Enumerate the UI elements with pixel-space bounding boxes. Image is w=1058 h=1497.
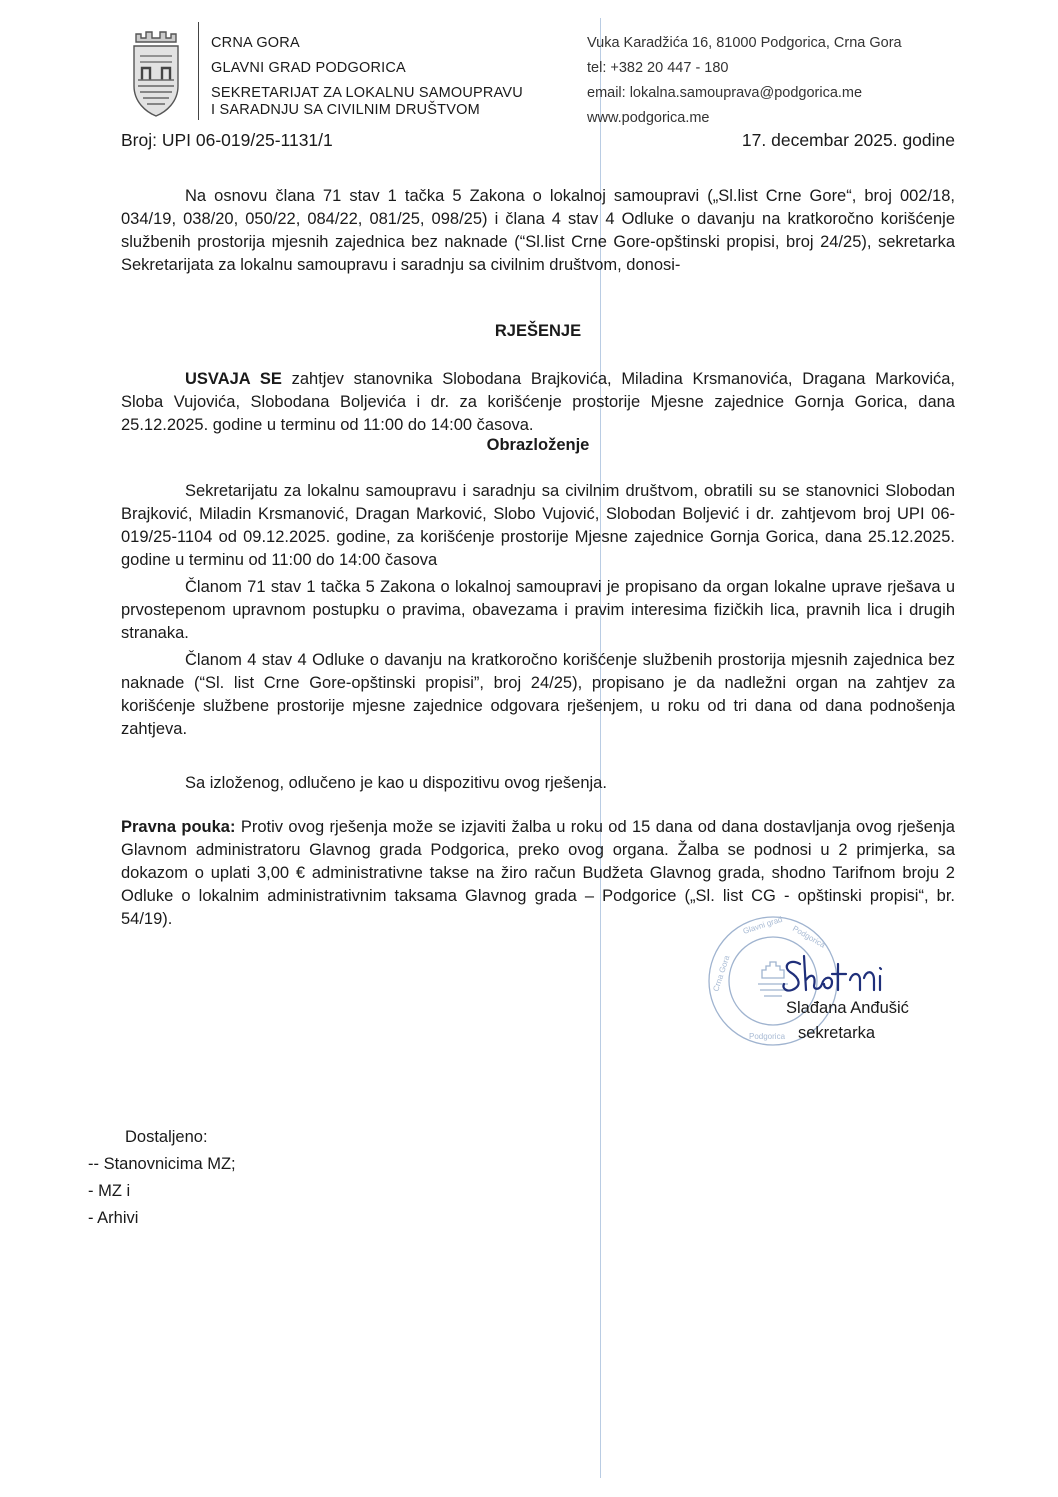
decision-title: RJEŠENJE — [494, 322, 582, 340]
contact-email: email: lokalna.samouprava@podgorica.me — [587, 85, 863, 101]
contact-web: www.podgorica.me — [587, 110, 710, 126]
decision-lead: USVAJA SE — [185, 370, 282, 388]
distribution-item-2: - MZ i — [88, 1182, 131, 1200]
distribution-heading: Dostaljeno: — [125, 1128, 208, 1146]
header-divider — [198, 22, 199, 120]
conclusion-paragraph: Sa izloženog, odlučeno je kao u dispozitivu ovog rješenja. — [185, 774, 607, 792]
issuer-secretariat-line2: I SARADNJU SA CIVILNIM DRUŠTVOM — [211, 102, 480, 118]
distribution-item-3: - Arhivi — [88, 1209, 139, 1227]
signatory-title: sekretarka — [798, 1024, 876, 1042]
reference-number: Broj: UPI 06-019/25-1131/1 — [121, 130, 333, 150]
issuer-city: GLAVNI GRAD PODGORICA — [211, 60, 406, 76]
svg-text:Crna Gora: Crna Gora — [711, 954, 732, 993]
reasoning-paragraph-3: Članom 4 stav 4 Odluke o davanju na kratkoročno korišćenje službenih prostorija mjesnih zajednica bez naknade (“Sl. list Crne Gore-opštinski propisi”, broj 24/25), propisano je da nadležni organ na zahtjev za korišćenje službene prostorije mjesne zajednice odgovara rješenjem, u roku od tri dana od dana podnošenja zahtjeva. — [121, 651, 955, 738]
reasoning-section — [121, 480, 955, 741]
contact-tel: tel: +382 20 447 - 180 — [587, 60, 729, 76]
issuer-secretariat-line1: SEKRETARIJAT ZA LOKALNU SAMOUPRAVU — [211, 85, 523, 101]
signatory-name: Slađana Anđušić — [786, 999, 909, 1017]
reasoning-paragraph-1: Sekretarijatu za lokalnu samoupravu i saradnju sa civilnim društvom, obratili su se stanovnici Slobodan Brajković, Miladin Krsmanović, Dragan Marković, Slobo Vujović, Slobodan Boljević i dr. zahtjevom broj UPI 06-019/25-1104 od 09.12.2025. godine, za korišćenje prostorije Mjesne zajednice Gornja Gorica, dana 25.12.2025. godine u terminu od 11:00 do 14:00 časova — [121, 482, 955, 569]
reference-line — [121, 130, 955, 151]
distribution-item-1: -- Stanovnicima MZ; — [88, 1155, 236, 1173]
reasoning-paragraph-2: Članom 71 stav 1 tačka 5 Zakona o lokalnoj samoupravi je propisano da organ lokalne uprave rješava u prvostepenom upravnom postupku o pravima, obavezama i pravim interesima fizičkih lica, pravnih lica i drugih stranaka. — [121, 578, 955, 642]
svg-text:Podgorica: Podgorica — [749, 1032, 786, 1041]
signature-icon — [780, 950, 910, 1000]
svg-text:Podgorica: Podgorica — [791, 923, 827, 950]
signatory-block — [786, 996, 909, 1046]
svg-text:Glavni grad: Glavni grad — [741, 914, 784, 936]
issuer-block — [211, 31, 523, 119]
legal-notice-label: Pravna pouka: — [121, 818, 236, 836]
contact-address: Vuka Karadžića 16, 81000 Podgorica, Crna Gora — [587, 35, 902, 51]
preamble-paragraph: Na osnovu člana 71 stav 1 tačka 5 Zakona o lokalnoj samoupravi („Sl.list Crne Gore“, broj 002/18, 034/19, 038/20, 050/22, 084/22, 081/25, 098/25) i člana 4 stav 4 Odluke o davanju na kratkoročno korišćenje službenih prostorija mjesnih zajednica bez naknade (“Sl.list Crne Gore-opštinski propisi, broj 24/25), sekretarka Sekretarijata za lokalnu samoupravu i saradnju sa civilnim društvom, donosi- — [121, 187, 955, 274]
reasoning-title: Obrazloženje — [486, 436, 590, 454]
legal-notice-text: Protiv ovog rješenja može se izjaviti žalba u roku od 15 dana od dana dostavljanja ovog rješenja Glavnom administratoru Glavnog grada Podgorica, preko ovog organa. Žalba se podnosi u 2 primjerka, sa dokazom o uplati 3,00 € administrativne takse na žiro račun Budžeta Glavnog grada, shodno Tarifnom broju 2 Odluke o lokalnim administrativnim taksama Glavnog grada – Podgorice („Sl. list CG - opštinski propisi“, br. 54/19). — [121, 818, 955, 928]
distribution-list — [88, 1124, 236, 1232]
decision-paragraph — [121, 368, 955, 437]
issuer-country: CRNA GORA — [211, 35, 300, 51]
decision-text: zahtjev stanovnika Slobodana Brajkovića, Miladina Krsmanovića, Dragana Markovića, Sloba Vujovića, Slobodana Boljevića i dr. za korišćenje prostorije Mjesne zajednice Gornja Gorica, dana 25.12.2025. godine u terminu od 11:00 do 14:00 časova. — [121, 370, 955, 434]
document-date: 17. decembar 2025. godine — [741, 130, 955, 150]
city-coat-of-arms-icon — [128, 28, 184, 118]
contact-block — [587, 31, 902, 131]
